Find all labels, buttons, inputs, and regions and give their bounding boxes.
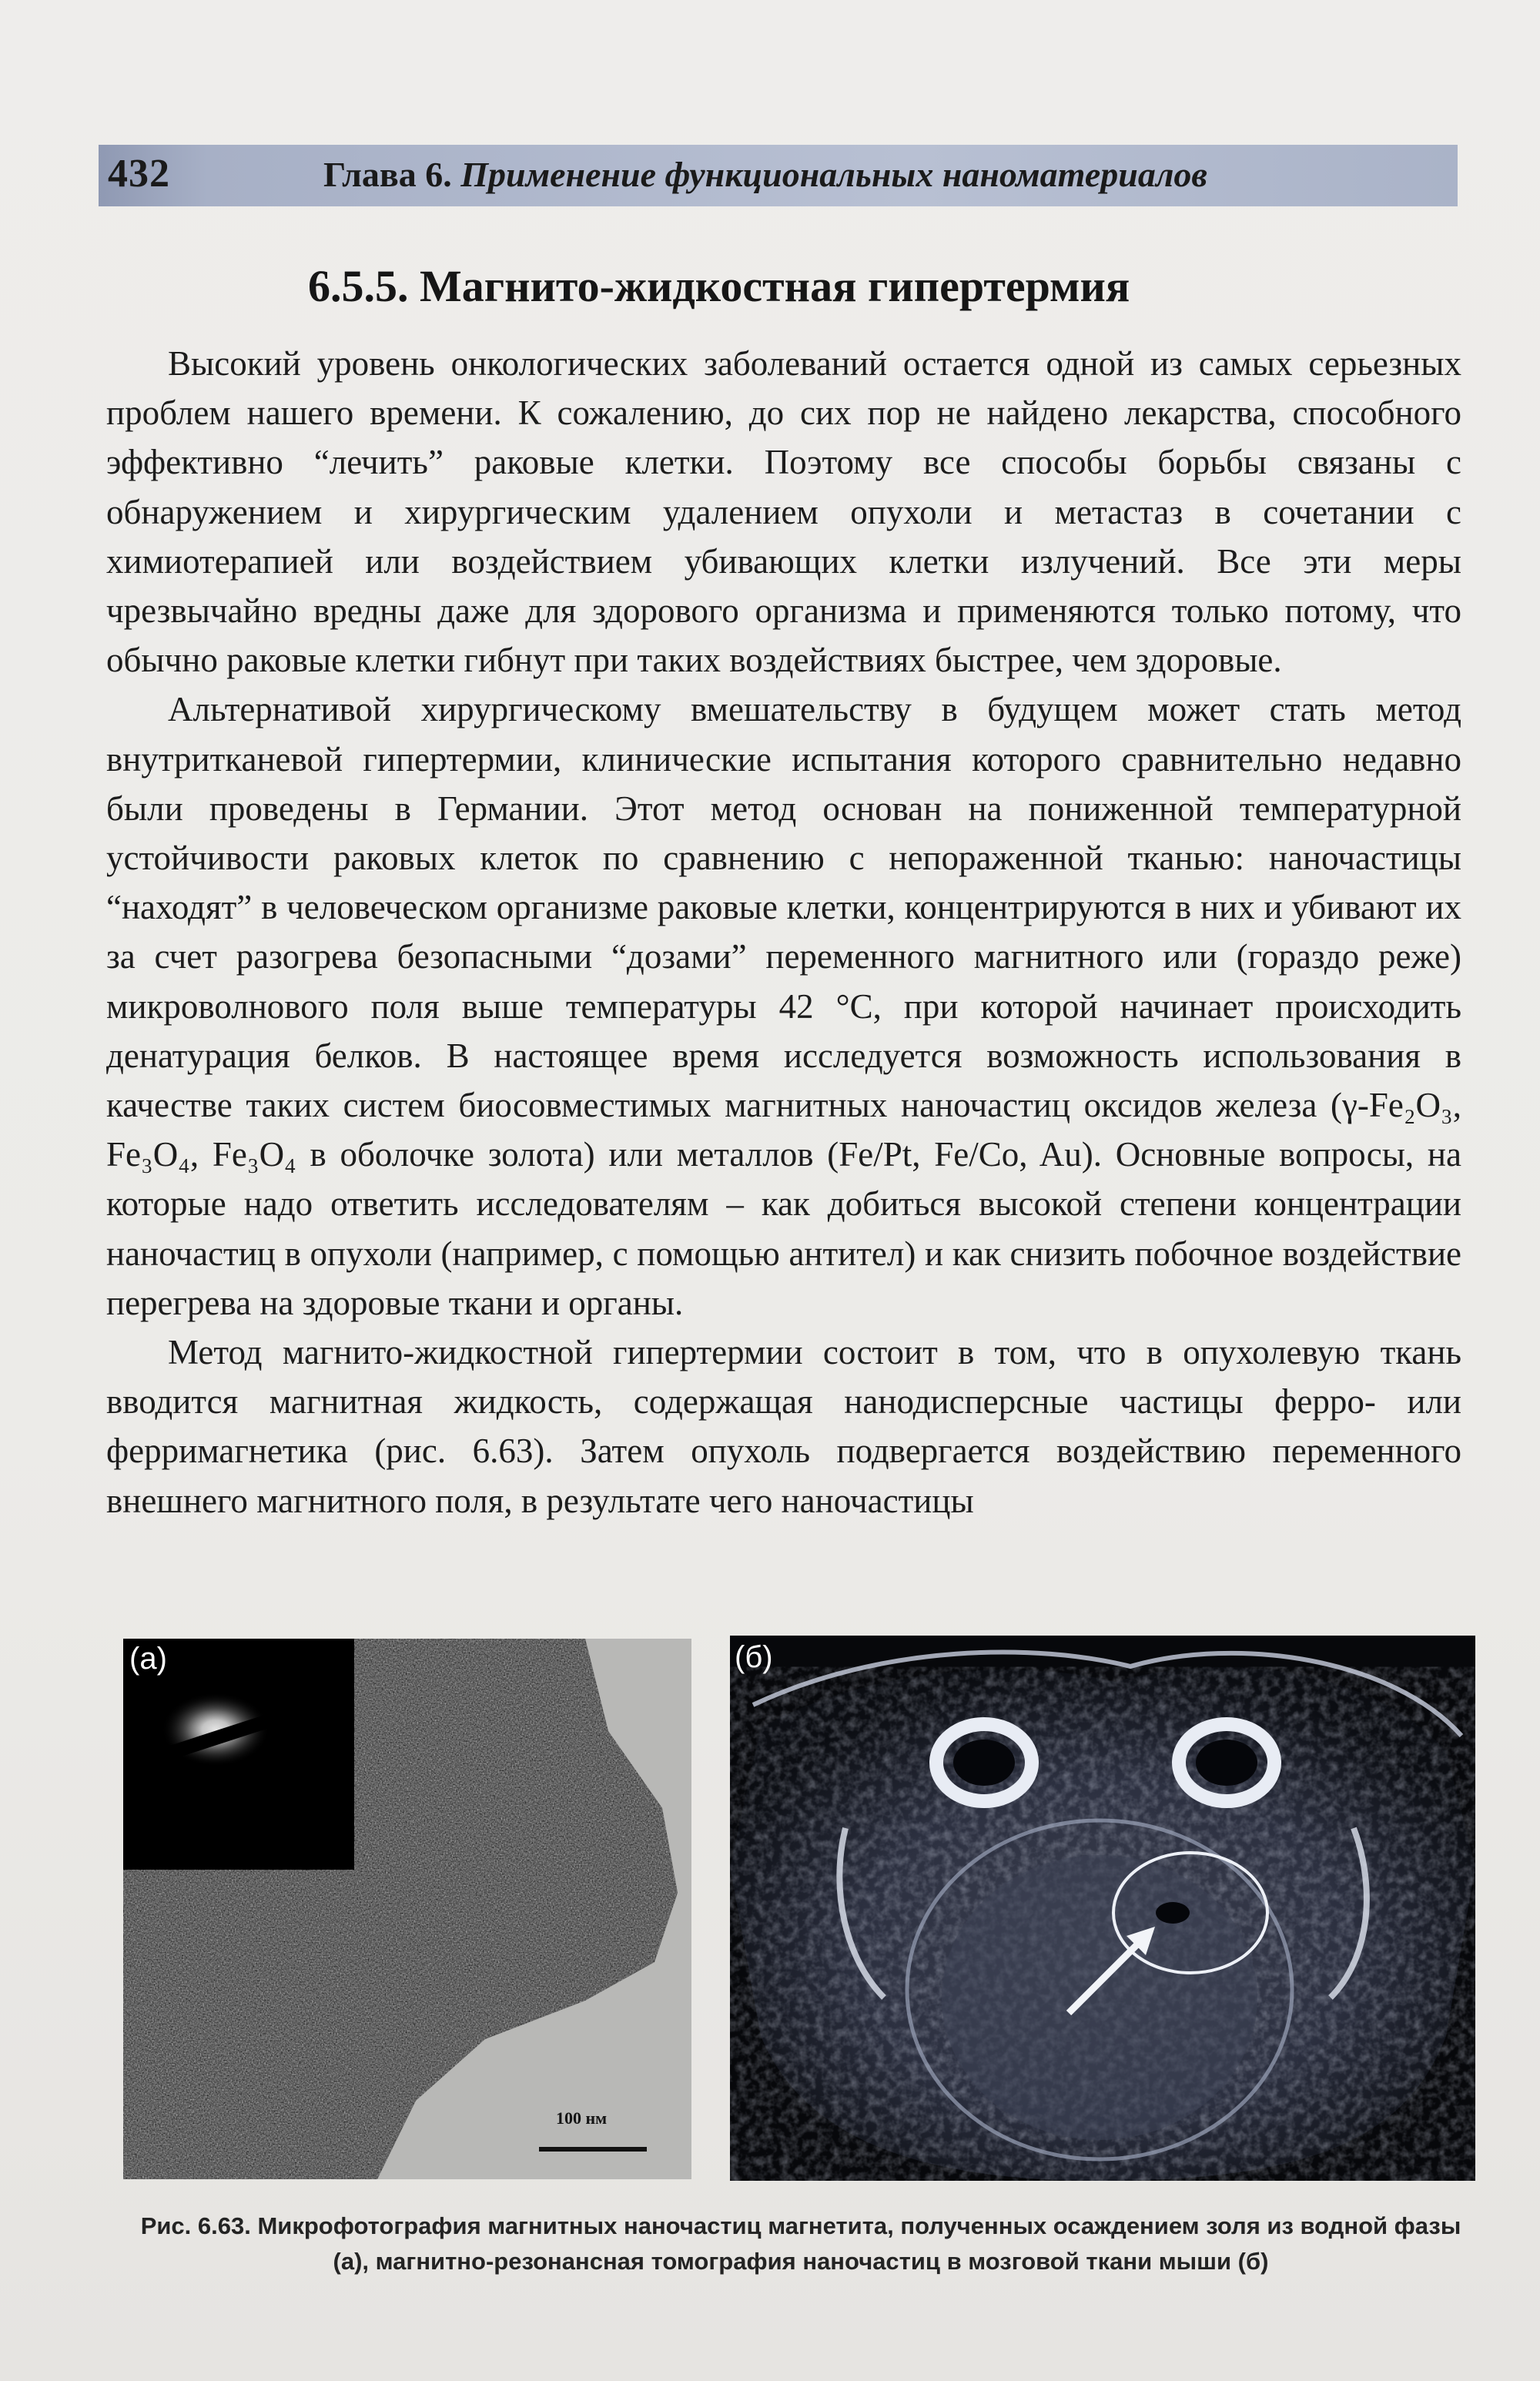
chapter-title: Применение функциональных наноматериалов [460, 155, 1207, 194]
section-number: 6.5.5. [308, 261, 409, 311]
panel-b-label: (б) [735, 1640, 773, 1674]
body-text [106, 339, 1461, 1525]
tem-micrograph-image [123, 1639, 691, 2179]
paragraph: Высокий уровень онкологических заболеваний остается одной из самых серьезных проблем нашего времени. К сожалению, до сих пор не найдено лекарства, способного эффективно “лечить” раковые клетки. Поэтому все способы борьбы связаны с обнаружением и хирургическим удалением опухоли и метастаз в сочетании с химиотерапией или воздействием убивающих клетки излучений. Все эти меры чрезвычайно вредны даже для здорового организма и применяются только потому, что обычно раковые клетки гибнут при таких воздействиях быстрее, чем здоровые. [106, 344, 1461, 680]
figure-caption [123, 2209, 1478, 2279]
page-number: 432 [108, 152, 170, 196]
section-title: Магнито-жидкостная гипертермия [420, 261, 1130, 311]
running-head [323, 154, 1207, 195]
panel-a-label: (а) [129, 1642, 167, 1676]
figure-panel-a-micrograph [123, 1639, 691, 2179]
mri-scan-image [730, 1636, 1475, 2181]
caption-prefix: Рис. 6.63. [140, 2212, 251, 2239]
figure-panel-b-mri [730, 1636, 1475, 2181]
scale-bar-label: 100 нм [556, 2108, 608, 2128]
scale-bar [539, 2147, 647, 2152]
paragraph: Альтернативой хирургическому вмешательству в будущем может стать метод внутритканевой гипертермии, клинические испытания которого сравнительно недавно были проведены в Германии. Этот метод основан на пониженной температурной устойчивости раковых клеток по сравнению с непораженной тканью: наночастицы “находят” в человеческом организме раковые клетки, концентрируются в них и убивают их за счет разогрева безопасными “дозами” переменного магнитного или (гораздо реже) микроволнового поля выше температуры 42 °С, при которой начинает происходить денатурация белков. В настоящее время исследуется возможность использования в качестве таких систем биосовместимых магнитных наночастиц оксидов железа (γ-Fe₂O₃, Fe₃O₄, Fe₃O₄ в оболочке золота) или металлов (Fe/Pt, Fe/Co, Au). Основные вопросы, на которые надо ответить исследователям – как добиться высокой степени концентрации наночастиц в опухоли (например, с помощью антител) и как снизить побочное воздействие перегрева на здоровые ткани и органы. [106, 690, 1461, 1322]
paragraph: Метод магнито-жидкостной гипертермии состоит в том, что в опухолевую ткань вводится магнитная жидкость, содержащая нанодисперсные частицы ферро- или ферримагнетика (рис. 6.63). Затем опухоль подвергается воздействию переменного внешнего магнитного поля, в результате чего наночастицы [106, 1333, 1461, 1520]
section-heading [308, 260, 1130, 312]
chapter-label: Глава 6. [323, 155, 452, 194]
caption-text: Микрофотография магнитных наночастиц магнетита, полученных осаждением золя из водной фазы (а), магнитно-резонансная томография наночастиц в мозговой ткани мыши (б) [257, 2212, 1461, 2275]
